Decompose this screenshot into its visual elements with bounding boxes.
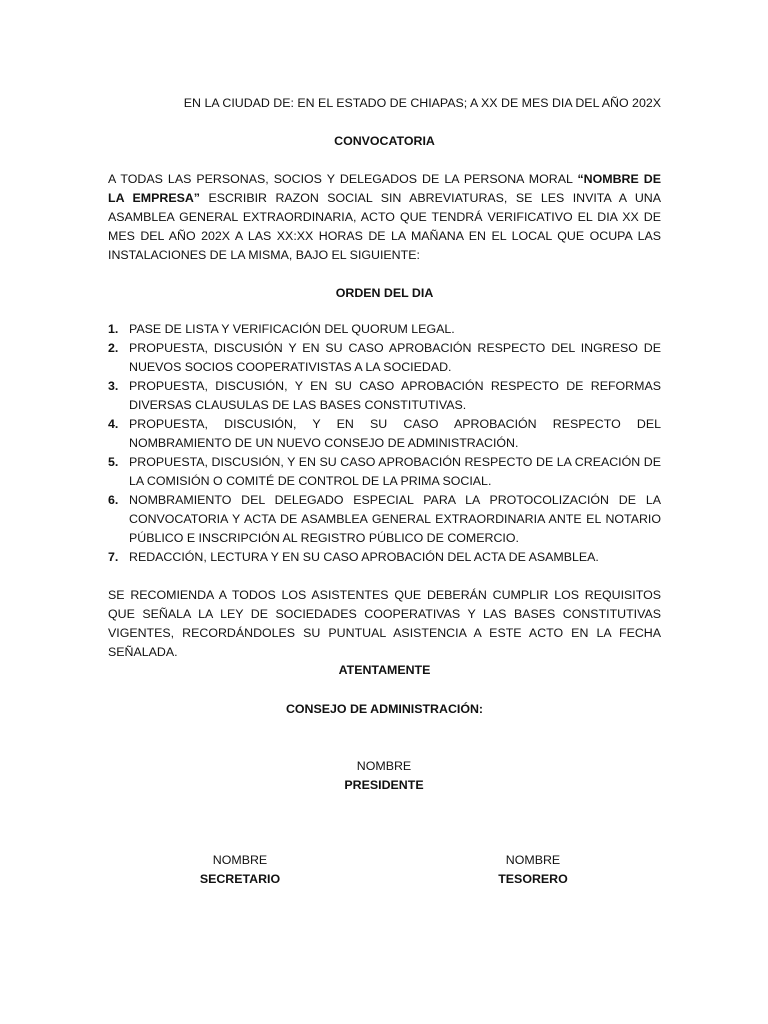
agenda-item	[108, 453, 661, 491]
signature-name: NOMBRE	[212, 853, 268, 867]
agenda-item-text: REDACCIÓN, LECTURA Y EN SU CASO APROBACIÓN DEL ACTA DE ASAMBLEA.	[129, 550, 599, 564]
signature-role: TESORERO	[498, 872, 568, 886]
intro-paragraph	[108, 170, 661, 265]
agenda-item-number: 2.	[108, 341, 119, 355]
agenda-item-number: 1.	[108, 322, 119, 336]
signature-secretario	[150, 851, 330, 889]
signature-presidente	[294, 757, 474, 795]
company-name-bold: “NOMBRE DE LA EMPRESA”	[108, 172, 661, 205]
closing-salutation: ATENTAMENTE	[338, 663, 431, 677]
agenda-item-text: PROPUESTA, DISCUSIÓN, Y EN SU CASO APROBACIÓN RESPECTO DE LA CREACIÓN DE LA COMISIÓN O COMITÉ DE CONTROL DE LA PRIMA SOCIAL.	[129, 455, 661, 488]
recommendation-paragraph: SE RECOMIENDA A TODOS LOS ASISTENTES QUE DEBERÁN CUMPLIR LOS REQUISITOS QUE SEÑALA LA LEY DE SOCIEDADES COOPERATIVAS Y LAS BASES CONSTITUTIVAS VIGENTES, RECORDÁNDOLES SU PUNTUAL ASISTENCIA A ESTE ACTO EN LA FECHA SEÑALADA.	[108, 588, 661, 659]
agenda-item-text: PROPUESTA, DISCUSIÓN, Y EN SU CASO APROBACIÓN RESPECTO DEL NOMBRAMIENTO DE UN NUEVO CONSEJO DE ADMINISTRACIÓN.	[129, 417, 661, 450]
intro-rest-text: ESCRIBIR RAZON SOCIAL SIN ABREVIATURAS, SE LES INVITA A UNA ASAMBLEA GENERAL EXTRAORDINARIA, ACTO QUE TENDRÁ VERIFICATIVO EL DIA XX DE MES DEL AÑO 202X A LAS XX:XX HORAS DE LA MAÑANA EN EL LOCAL QUE OCUPA LAS INSTALACIONES DE LA MISMA, BAJO EL SIGUIENTE:	[108, 191, 661, 262]
agenda-item	[108, 320, 661, 339]
agenda-item	[108, 415, 661, 453]
agenda-title: ORDEN DEL DIA	[335, 286, 434, 300]
agenda-item	[108, 339, 661, 377]
signature-name: NOMBRE	[505, 853, 561, 867]
agenda-item-text: PASE DE LISTA Y VERIFICACIÓN DEL QUORUM LEGAL.	[129, 322, 455, 336]
agenda-item-text: PROPUESTA, DISCUSIÓN Y EN SU CASO APROBACIÓN RESPECTO DEL INGRESO DE NUEVOS SOCIOS COOPERATIVISTAS A LA SOCIEDAD.	[129, 341, 661, 374]
signature-tesorero	[443, 851, 623, 889]
document-title: CONVOCATORIA	[334, 134, 435, 148]
signature-role: PRESIDENTE	[344, 778, 424, 792]
agenda-item	[108, 548, 661, 567]
agenda-item-number: 3.	[108, 379, 119, 393]
agenda-item-text: PROPUESTA, DISCUSIÓN, Y EN SU CASO APROBACIÓN RESPECTO DE REFORMAS DIVERSAS CLAUSULAS DE LAS BASES CONSTITUTIVAS.	[129, 379, 661, 412]
intro-lead-text: A TODAS LAS PERSONAS, SOCIOS Y DELEGADOS DE LA PERSONA MORAL	[108, 172, 578, 186]
agenda-item	[108, 491, 661, 548]
agenda-item-text: NOMBRAMIENTO DEL DELEGADO ESPECIAL PARA LA PROTOCOLIZACIÓN DE LA CONVOCATORIA Y ACTA DE ASAMBLEA GENERAL EXTRAORDINARIA ANTE EL NOTARIO PÚBLICO E INSCRIPCIÓN AL REGISTRO PÚBLICO DE COMERCIO.	[129, 493, 661, 545]
agenda-item	[108, 377, 661, 415]
board-heading: CONSEJO DE ADMINISTRACIÓN:	[285, 702, 484, 716]
signature-name: NOMBRE	[356, 759, 412, 773]
agenda-item-number: 6.	[108, 493, 119, 507]
signature-role: SECRETARIO	[199, 872, 281, 886]
agenda-item-number: 4.	[108, 417, 119, 431]
agenda-item-number: 7.	[108, 550, 119, 564]
agenda-list	[108, 320, 661, 567]
agenda-item-number: 5.	[108, 455, 119, 469]
location-date-line: EN LA CIUDAD DE: EN EL ESTADO DE CHIAPAS; A XX DE MES DIA DEL AÑO 202X	[183, 96, 661, 110]
